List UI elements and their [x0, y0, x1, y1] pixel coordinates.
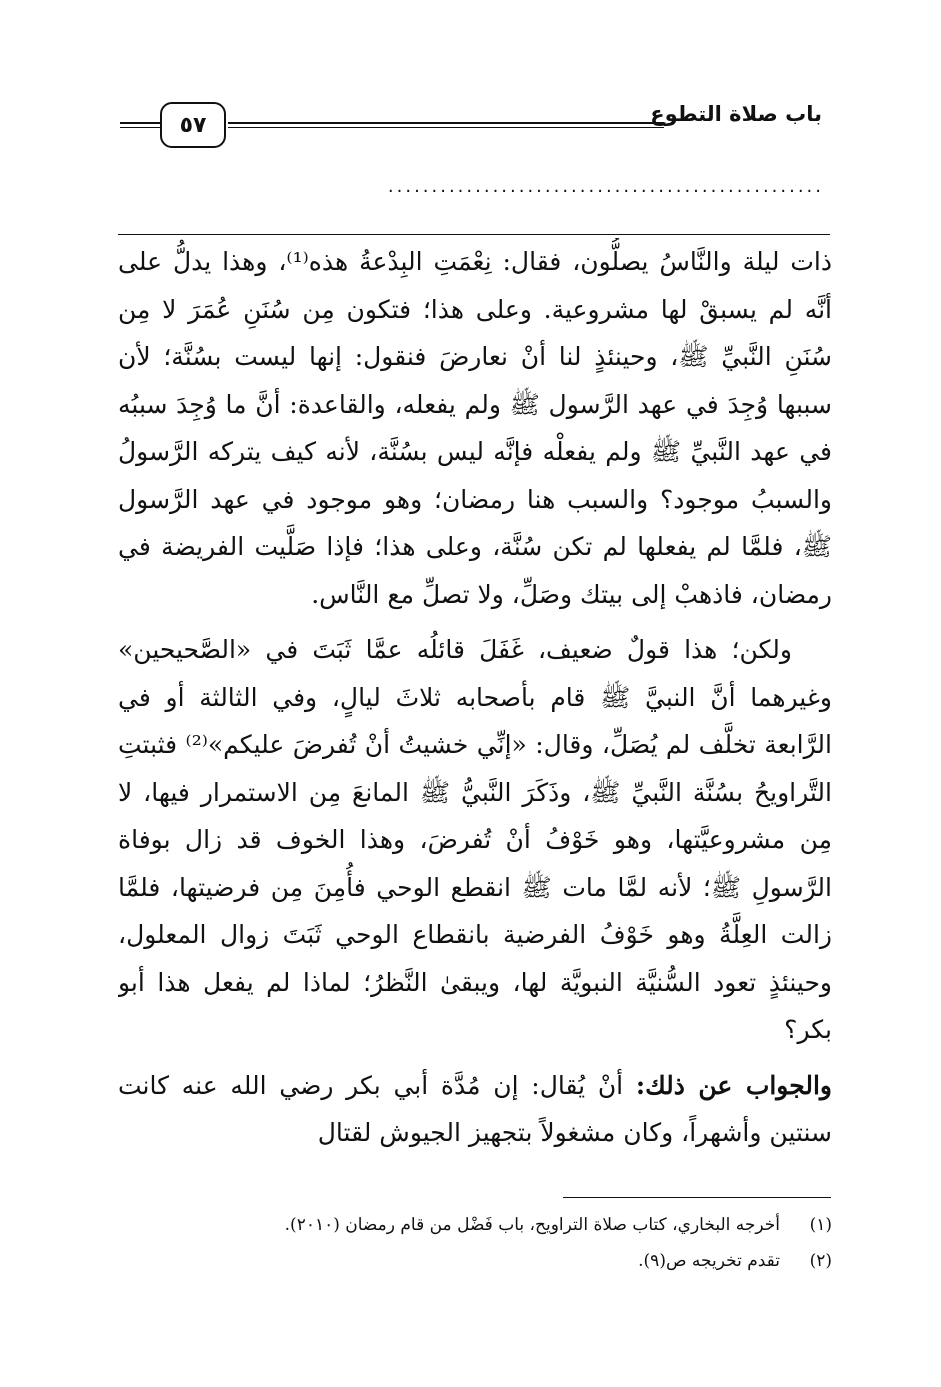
header-rule-left-lower	[120, 127, 160, 128]
body-top-rule	[118, 234, 830, 235]
paragraph-2: ولكن؛ هذا قولٌ ضعيف، غَفَلَ قائلُه عمَّا ثَبَتَ في «الصَّحيحين» وغيرهما أنَّ النبيَّ ﷺ قام بأصحابه ثلاثَ ليالٍ، وفي الثالثة أو في الرَّابعة تخلَّف لم يُصَلِّ، وقال: «إنِّي خشيتُ أنْ تُفرضَ عليكم»⁽²⁾ فثبتتِ التَّراويحُ بسُنَّة النَّبيِّ ﷺ، وذَكَرَ النَّبيُّ ﷺ المانعَ مِن الاستمرار فيها، لا مِن مشروعيَّتها، وهو خَوْفُ أنْ تُفرضَ، وهذا الخوف قد زال بوفاة الرَّسولِ ﷺ؛ لأنه لمَّا مات ﷺ انقطع الوحي فأُمِنَ مِن فرضيتها، فلمَّا زالت العِلَّةُ وهو خَوْفُ الفرضية بانقطاع الوحي ثَبَتَ زوال المعلول، وحينئذٍ تعود السُّنيَّة النبويَّة لها، ويبقىٰ النَّظرُ؛ لماذا لم يفعل هذا أبو بكر؟	[118, 635, 832, 1044]
paragraph-3	[118, 1062, 832, 1157]
footnote-text: تقدم تخريجه ص(٩).	[638, 1251, 780, 1271]
answer-text: أنْ يُقال: إن مُدَّة أبي بكر رضي الله عنه كانت سنتين وأشهراً، وكان مشغولاً بتجهيز الجيوش لقتال	[118, 1070, 832, 1147]
footnote-number: (١)	[809, 1215, 832, 1235]
footnote-number: (٢)	[809, 1251, 832, 1271]
footnote-rule	[563, 1197, 831, 1198]
chapter-title: باب صلاة التطوع	[650, 102, 822, 126]
footnote-text: أخرجه البخاري، كتاب صلاة التراويح، باب فَضْل من قام رمضان (٢٠١٠).	[284, 1215, 780, 1235]
footnote-1	[200, 1207, 832, 1243]
main-text	[118, 238, 832, 1184]
page-number: ٥٧	[160, 102, 226, 148]
answer-label: والجواب عن ذلك:	[635, 1070, 832, 1100]
page-header	[120, 100, 822, 152]
header-rule-right	[228, 122, 664, 124]
header-rule-right-lower	[228, 127, 664, 128]
footnote-2	[200, 1243, 832, 1279]
dotted-separator: ..................................................	[387, 176, 824, 197]
header-rule-left	[120, 122, 160, 124]
paragraph-1: ذات ليلة والنَّاسُ يصلُّون، فقال: نِعْمَتِ البِدْعةُ هذه⁽¹⁾، وهذا يدلُّ على أنَّه لم يسبقْ لها مشروعية. وعلى هذا؛ فتكون مِن سُنَنِ عُمَرَ لا مِن سُنَنِ النَّبيِّ ﷺ، وحينئذٍ لنا أنْ نعارضَ فنقول: إنها ليست بسُنَّة؛ لأن سببها وُجِدَ في عهد الرَّسول ﷺ ولم يفعله، والقاعدة: أنَّ ما وُجِدَ سببُه في عهد النَّبيِّ ﷺ ولم يفعلْه فإنَّه ليس بسُنَّة، لأنه كيف يتركه الرَّسولُ والسببُ موجود؟ والسبب هنا رمضان؛ وهو موجود في عهد الرَّسول ﷺ، فلمَّا لم يفعلها لم تكن سُنَّة، وعلى هذا؛ فإذا صَلَّيت الفريضة في رمضان، فاذهبْ إلى بيتك وصَلِّ، ولا تصلِّ مع النَّاس.	[118, 247, 832, 609]
footnotes	[200, 1207, 832, 1279]
